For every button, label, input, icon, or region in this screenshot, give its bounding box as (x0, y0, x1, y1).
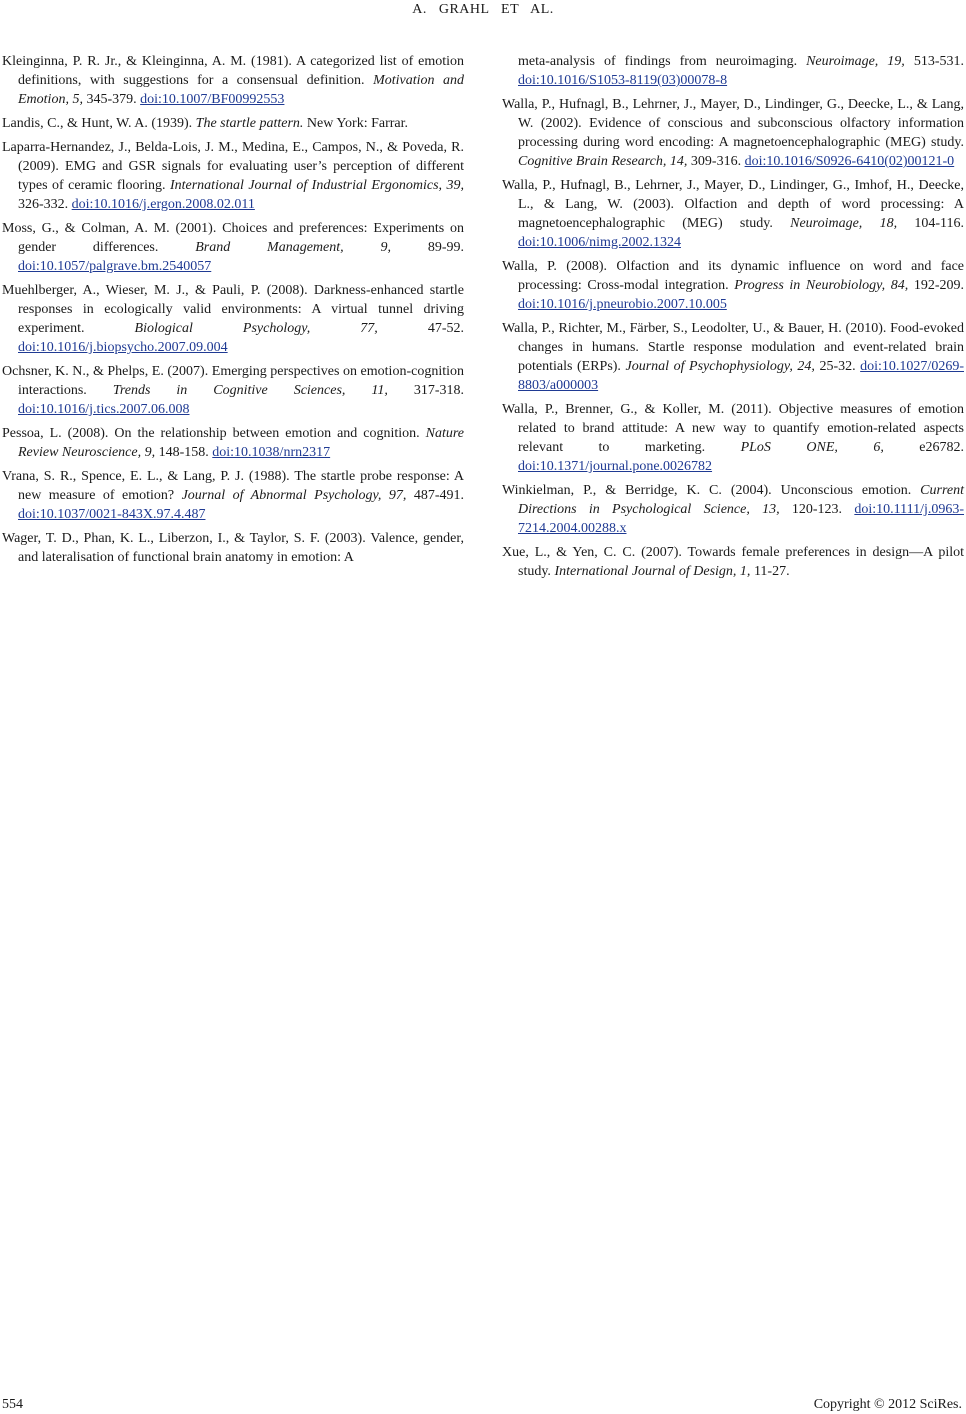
page-number: 554 (2, 1397, 23, 1412)
doi-link[interactable]: doi:10.1057/palgrave.bm.2540057 (18, 259, 212, 274)
reference-entry: Kleinginna, P. R. Jr., & Kleinginna, A. M. (1981). A categorized list of emotion definitions, with suggestions for a consensual definition. Motivation and Emotion, 5, 345-379. doi:10.1007/BF00992553 (2, 54, 465, 107)
doi-link[interactable]: doi:10.1371/journal.pone.0026782 (518, 459, 713, 474)
running-header: A. GRAHL ET AL. (412, 2, 554, 17)
doi-link[interactable]: doi:10.1016/j.biopsycho.2007.09.004 (18, 340, 228, 355)
reference-entry: Walla, P., Brenner, G., & Koller, M. (2011). Objective measures of emotion related to brand attitude: A new way to quantify emotion-related aspects relevant to marketing. PLoS ONE, 6, e26782. doi:10.1371/journal.pone.0026782 (502, 402, 965, 474)
reference-entry: Pessoa, L. (2008). On the relationship between emotion and cognition. Nature Review Neuroscience, 9, 148-158. doi:10.1038/nrn2317 (2, 426, 464, 460)
reference-entry-continuation: meta-analysis of findings from neuroimaging. Neuroimage, 19, 513-531. doi:10.1016/S1053-8119(03)00078-8 (518, 54, 964, 88)
reference-entry: Vrana, S. R., Spence, E. L., & Lang, P. J. (1988). The startle probe response: A new measure of emotion? Journal of Abnormal Psychology, 97, 487-491. doi:10.1037/0021-843X.97.4.487 (2, 469, 464, 522)
reference-entry: Walla, P., Richter, M., Färber, S., Leodolter, U., & Bauer, H. (2010). Food-evoked changes in humans. Startle response modulation and event-related brain potentials (ERPs). Journal of Psychophysiology, 24, 25-32. doi:10.1027/0269-8803/a000003 (502, 321, 964, 393)
reference-entry: Ochsner, K. N., & Phelps, E. (2007). Emerging perspectives on emotion-cognition interactions. Trends in Cognitive Sciences, 11, 317-318. doi:10.1016/j.tics.2007.06.008 (2, 364, 464, 417)
reference-entry: Walla, P. (2008). Olfaction and its dynamic influence on word and face processing: Cross-modal integration. Progress in Neurobiology, 84, 192-209. doi:10.1016/j.pneurobio.2007.10.005 (502, 259, 964, 312)
reference-entry: Moss, G., & Colman, A. M. (2001). Choices and preferences: Experiments on gender differences. Brand Management, 9, 89-99. doi:10.1057/palgrave.bm.2540057 (2, 221, 464, 274)
doi-link[interactable]: doi:10.1016/S0926-6410(02)00121-0 (744, 154, 955, 169)
doi-link[interactable]: doi:10.1016/j.tics.2007.06.008 (18, 402, 190, 417)
reference-entry: Walla, P., Hufnagl, B., Lehrner, J., Mayer, D., Lindinger, G., Deecke, L., & Lang, W. (2002). Evidence of conscious and subconscious olfactory information processing during word encoding: A magnetoencephalographic (MEG) study. Cognitive Brain Research, 14, 309-316. doi:10.1016/S0926-6410(02)00121-0 (502, 97, 964, 169)
reference-entry: Winkielman, P., & Berridge, K. C. (2004). Unconscious emotion. Current Directions in Psychological Science, 13, 120-123. doi:10.1111/j.0963-7214.2004.00288.x (502, 483, 965, 536)
references-left-column (2, 52, 464, 572)
reference-entry: Wager, T. D., Phan, K. L., Liberzon, I., & Taylor, S. F. (2003). Valence, gender, and lateralisation of functional brain anatomy in emotion: A (2, 531, 464, 565)
reference-entry: Walla, P., Hufnagl, B., Lehrner, J., Mayer, D., Lindinger, G., Imhof, H., Deecke, L., & Lang, W. (2003). Olfaction and depth of word processing: A magnetoencephalographic (MEG) study. Neuroimage, 18, 104-116. doi:10.1006/nimg.2002.1324 (502, 178, 964, 250)
doi-link[interactable]: doi:10.1111/j.0963-7214.2004.00288.x (518, 502, 965, 536)
doi-link[interactable]: doi:10.1016/j.ergon.2008.02.011 (71, 197, 255, 212)
reference-entry: Laparra-Hernandez, J., Belda-Lois, J. M., Medina, E., Campos, N., & Poveda, R. (2009). EMG and GSR signals for evaluating user’s perception of different types of ceramic flooring. International Journal of Industrial Ergonomics, 39, 326-332. doi:10.1016/j.ergon.2008.02.011 (2, 140, 464, 212)
doi-link[interactable]: doi:10.1006/nimg.2002.1324 (518, 235, 681, 250)
doi-link[interactable]: doi:10.1027/0269-8803/a000003 (518, 359, 964, 393)
doi-link[interactable]: doi:10.1038/nrn2317 (212, 445, 331, 460)
doi-link[interactable]: doi:10.1016/S1053-8119(03)00078-8 (518, 73, 728, 88)
reference-entry: Xue, L., & Yen, C. C. (2007). Towards female preferences in design—A pilot study. International Journal of Design, 1, 11-27. (502, 545, 964, 579)
references-right-column (502, 52, 964, 586)
doi-link[interactable]: doi:10.1007/BF00992553 (140, 92, 285, 107)
copyright-notice: Copyright © 2012 SciRes. (813, 1397, 962, 1412)
reference-entry: Landis, C., & Hunt, W. A. (1939). The startle pattern. New York: Farrar. (2, 116, 409, 131)
doi-link[interactable]: doi:10.1037/0021-843X.97.4.487 (18, 507, 206, 522)
reference-entry: Muehlberger, A., Wieser, M. J., & Pauli, P. (2008). Darkness-enhanced startle responses in ecologically valid environments: A virtual tunnel driving experiment. Biological Psychology, 77, 47-52. doi:10.1016/j.biopsycho.2007.09.004 (2, 283, 464, 355)
doi-link[interactable]: doi:10.1016/j.pneurobio.2007.10.005 (518, 297, 727, 312)
